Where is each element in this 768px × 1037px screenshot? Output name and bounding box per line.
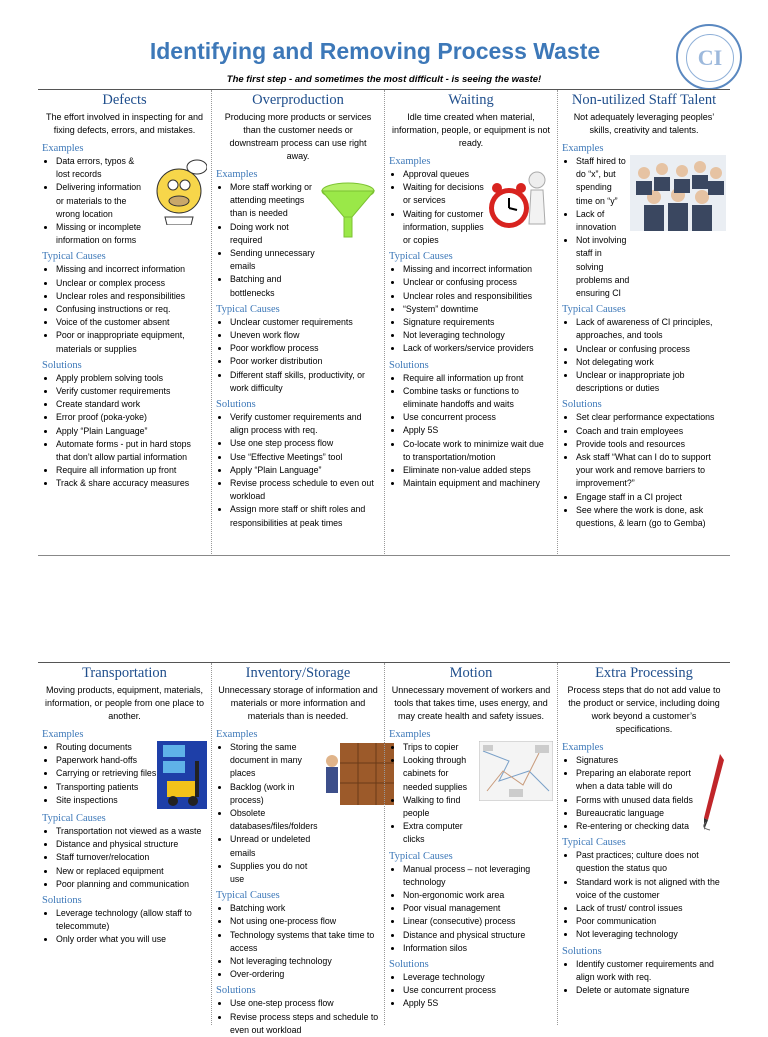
cause-item: • Linear (consecutive) process xyxy=(403,915,553,928)
example-item: • Storing the same document in many places xyxy=(230,741,318,781)
waste-description: Process steps that do not add value to the product or service, including doing work beyond a customer’s specifications. xyxy=(567,685,721,734)
cause-item: • Distance and physical structure xyxy=(56,838,207,851)
waste-heading: Extra Processing xyxy=(595,665,693,681)
solution-item: • Combine tasks or functions to eliminate handoffs and waits xyxy=(403,385,553,411)
typical-causes-label: Typical Causes xyxy=(42,813,106,824)
waste-description: Unnecessary movement of workers and tools that takes time, uses energy, and may create health and safety issues. xyxy=(391,685,551,721)
example-item: • Batching and bottlenecks xyxy=(230,273,320,299)
cause-item: • Poor communication xyxy=(576,915,726,928)
waste-description: Idle time created when material, information, people, or equipment is not ready. xyxy=(391,112,551,148)
solution-list xyxy=(42,907,207,947)
solution-item: • Ask staff “What can I do to support your work and remove barriers to improvement?” xyxy=(576,451,726,491)
solution-item: • Apply problem solving tools xyxy=(56,372,207,385)
solution-item: • Engage staff in a CI project xyxy=(576,491,726,504)
solution-list xyxy=(216,997,380,1037)
example-list xyxy=(42,741,157,809)
solution-item: • Automate forms - put in hard stops that don’t allow partial information xyxy=(56,438,207,464)
illustration xyxy=(479,741,553,801)
example-item: • Paperwork hand-offs xyxy=(56,754,157,767)
solution-item: • Apply 5S xyxy=(403,424,553,437)
example-item: • Lack of innovation xyxy=(576,208,630,234)
cause-item: • Distance and physical structure xyxy=(403,929,553,942)
examples-block xyxy=(562,754,726,833)
example-item: • Delivering information or materials to the wrong location xyxy=(56,181,147,221)
bottom-waste-grid xyxy=(38,662,730,1035)
solution-item: • Verify customer requirements xyxy=(56,385,207,398)
example-item: • Waiting for decisions or services xyxy=(403,181,485,207)
typical-causes-label: Typical Causes xyxy=(216,303,280,315)
page-title: Identifying and Removing Process Waste xyxy=(149,38,601,64)
cause-item: • Unclear or inappropriate job descriptions or duties xyxy=(576,369,726,395)
waste-column-inventory-storage xyxy=(211,663,384,1035)
cause-item: • Batching work xyxy=(230,902,380,915)
examples-block xyxy=(389,741,553,847)
solution-item: • Eliminate non-value added steps xyxy=(403,464,553,477)
example-item: • Trips to copier xyxy=(403,741,479,754)
cause-item: • Unclear or confusing process xyxy=(576,343,726,356)
solution-item: • Track & share accuracy measures xyxy=(56,477,207,490)
solution-item: • Identify customer requirements and align work with req. xyxy=(576,958,726,984)
cause-item: • Poor or inappropriate equipment, materials or supplies xyxy=(56,329,207,355)
cause-list xyxy=(216,316,380,395)
example-item: • Walking to find people xyxy=(403,794,479,820)
illustration xyxy=(630,155,726,231)
example-item: • Unread or undeleted emails xyxy=(230,833,318,859)
solution-item: • Assign more staff or shift roles and responsibilities at peak times xyxy=(230,503,380,529)
example-item: • Staff hired to do “x”, but spending time on “y” xyxy=(576,155,630,208)
waste-column-non-utilized-staff-talent xyxy=(557,90,730,556)
waste-column-waiting xyxy=(384,90,557,556)
cause-item: • Unclear roles and responsibilities xyxy=(403,290,553,303)
example-list xyxy=(562,754,698,833)
cause-item: • Unclear or complex process xyxy=(56,277,207,290)
example-item: • Data errors, typos & lost records xyxy=(56,155,147,181)
example-item: • Preparing an elaborate report when a data table will do xyxy=(576,767,698,793)
example-item: • Sending unnecessary emails xyxy=(230,247,320,273)
typical-causes-label: Typical Causes xyxy=(562,304,626,316)
examples-label: Examples xyxy=(562,742,604,753)
cause-item: • Poor workflow process xyxy=(230,342,380,355)
waste-heading: Motion xyxy=(449,665,493,681)
waste-column-transportation xyxy=(38,663,211,1025)
cause-item: • Poor visual management xyxy=(403,902,553,915)
example-item: • Bureaucratic language xyxy=(576,807,698,820)
example-list xyxy=(389,741,479,847)
solutions-label: Solutions xyxy=(389,359,429,371)
cause-item: • “System” downtime xyxy=(403,303,553,316)
illustration xyxy=(485,168,553,240)
solution-item: • Use one-step process flow xyxy=(230,997,380,1010)
example-list xyxy=(216,181,320,300)
solution-item: • Verify customer requirements and align process with req. xyxy=(230,411,380,437)
cause-item: • Unclear or confusing process xyxy=(403,276,553,289)
solution-item: • Coach and train employees xyxy=(576,425,726,438)
example-item: • Approval queues xyxy=(403,168,485,181)
solution-item: • Use concurrent process xyxy=(403,984,553,997)
solution-item: • See where the work is done, ask questions, & learn (go to Gemba) xyxy=(576,504,726,530)
example-item: • Re-entering or checking data xyxy=(576,820,698,833)
examples-block xyxy=(389,168,553,247)
cause-item: • Standard work is not aligned with the voice of the customer xyxy=(576,876,726,902)
example-item: • Looking through cabinets for needed supplies xyxy=(403,754,479,794)
cause-item: • Missing and incorrect information xyxy=(403,263,553,276)
solution-list xyxy=(562,411,726,530)
cause-item: • Information silos xyxy=(403,942,553,955)
solution-item: • Apply “Plain Language” xyxy=(230,464,380,477)
examples-label: Examples xyxy=(216,729,258,740)
waste-column-defects xyxy=(38,90,211,556)
example-item: • Supplies you do not use xyxy=(230,860,318,886)
example-item: • Carrying or retrieving files xyxy=(56,767,157,780)
solution-list xyxy=(42,372,207,491)
example-item: • Doing work not required xyxy=(230,221,320,247)
cause-list xyxy=(389,863,553,955)
solution-item: • Require all information up front xyxy=(403,372,553,385)
examples-label: Examples xyxy=(562,143,604,154)
illustration xyxy=(698,754,726,832)
cause-list xyxy=(42,825,207,891)
example-item: • More staff working or attending meetings than is needed xyxy=(230,181,320,221)
cause-item: • Not leveraging technology xyxy=(576,928,726,941)
typical-causes-label: Typical Causes xyxy=(562,837,626,849)
solutions-label: Solutions xyxy=(389,959,429,971)
solution-item: • Revise process schedule to even out workload xyxy=(230,477,380,503)
examples-label: Examples xyxy=(42,729,84,740)
example-item: • Backlog (work in process) xyxy=(230,781,318,807)
example-item: • Missing or incomplete information on forms xyxy=(56,221,147,247)
cause-item: • Signature requirements xyxy=(403,316,553,329)
solutions-label: Solutions xyxy=(216,399,256,411)
page-subtitle: The first step - and sometimes the most difficult - is seeing the waste! xyxy=(226,74,542,85)
solution-item: • Use concurrent process xyxy=(403,411,553,424)
example-item: • Obsolete databases/files/folders xyxy=(230,807,318,833)
waste-heading: Overproduction xyxy=(252,92,344,108)
solution-item: • Use “Effective Meetings” tool xyxy=(230,451,380,464)
solution-item: • Leverage technology xyxy=(403,971,553,984)
waste-column-overproduction xyxy=(211,90,384,556)
cause-item: • Not leveraging technology xyxy=(403,329,553,342)
waste-heading: Non-utilized Staff Talent xyxy=(571,92,717,108)
cause-item: • Poor planning and communication xyxy=(56,878,207,891)
example-item: • Routing documents xyxy=(56,741,157,754)
cause-item: • Lack of awareness of CI principles, approaches, and tools xyxy=(576,316,726,342)
waste-heading: Transportation xyxy=(82,665,167,681)
top-waste-grid xyxy=(38,89,730,556)
illustration xyxy=(157,741,207,809)
example-item: • Transporting patients xyxy=(56,781,157,794)
cause-item: • Unclear roles and responsibilities xyxy=(56,290,207,303)
waste-description: Moving products, equipment, materials, information, or people from one place to another. xyxy=(44,685,205,721)
waste-heading: Defects xyxy=(102,92,147,108)
cause-item: • New or replaced equipment xyxy=(56,865,207,878)
typical-causes-label: Typical Causes xyxy=(42,251,106,263)
solution-item: • Error proof (poka-yoke) xyxy=(56,411,207,424)
solutions-label: Solutions xyxy=(42,359,82,371)
solution-list xyxy=(216,411,380,530)
illustration xyxy=(320,181,380,241)
solution-item: • Create standard work xyxy=(56,398,207,411)
cause-item: • Lack of workers/service providers xyxy=(403,342,553,355)
cause-item: • Not delegating work xyxy=(576,356,726,369)
cause-item: • Poor worker distribution xyxy=(230,355,380,368)
examples-label: Examples xyxy=(389,729,431,740)
cause-item: • Over-ordering xyxy=(230,968,380,981)
typical-causes-label: Typical Causes xyxy=(389,850,453,862)
solution-list xyxy=(562,958,726,998)
cause-item: • Non-ergonomic work area xyxy=(403,889,553,902)
cause-item: • Transportation not viewed as a waste xyxy=(56,825,207,838)
examples-label: Examples xyxy=(42,143,84,154)
example-item: • Not involving staff in solving problems and ensuring CI xyxy=(576,234,630,300)
solution-item: • Use one step process flow xyxy=(230,437,380,450)
cause-item: • Unclear customer requirements xyxy=(230,316,380,329)
waste-description: The effort involved in inspecting for and fixing defects, errors, and mistakes. xyxy=(46,112,203,135)
example-item: • Site inspections xyxy=(56,794,157,807)
example-item: • Signatures xyxy=(576,754,698,767)
cause-item: • Staff turnover/relocation xyxy=(56,851,207,864)
example-item: • Waiting for customer information, supplies or copies xyxy=(403,208,485,248)
solution-item: • Leverage technology (allow staff to telecommute) xyxy=(56,907,207,933)
examples-block xyxy=(42,741,207,809)
waste-description: Producing more products or services than the customer needs or downstream process can use right away. xyxy=(224,112,372,161)
solution-item: • Provide tools and resources xyxy=(576,438,726,451)
waste-column-extra-processing xyxy=(557,663,730,1025)
example-list xyxy=(216,741,318,886)
cause-item: • Uneven work flow xyxy=(230,329,380,342)
solutions-label: Solutions xyxy=(562,945,602,957)
cause-item: • Different staff skills, productivity, or work difficulty xyxy=(230,369,380,395)
examples-block xyxy=(216,181,380,300)
cause-item: • Lack of trust/ control issues xyxy=(576,902,726,915)
solution-item: • Delete or automate signature xyxy=(576,984,726,997)
cause-list xyxy=(216,902,380,981)
ci-logo-mark: CI xyxy=(686,34,734,82)
example-item: • Forms with unused data fields xyxy=(576,794,698,807)
example-list xyxy=(389,168,485,247)
waste-heading: Waiting xyxy=(448,92,494,108)
cause-item: • Not leveraging technology xyxy=(230,955,380,968)
solution-item: • Apply “Plain Language” xyxy=(56,425,207,438)
illustration xyxy=(147,155,207,225)
solution-item: • Maintain equipment and machinery xyxy=(403,477,553,490)
cause-item: • Past practices; culture does not question the status quo xyxy=(576,849,726,875)
waste-description: Unnecessary storage of information and materials or more information and materials than is needed. xyxy=(218,685,378,721)
cause-list xyxy=(562,849,726,941)
solution-list xyxy=(389,971,553,1011)
cause-item: • Confusing instructions or req. xyxy=(56,303,207,316)
waste-description: Not adequately leveraging peoples’ skills, creativity and talents. xyxy=(573,112,715,135)
solutions-label: Solutions xyxy=(562,399,602,411)
examples-label: Examples xyxy=(216,169,258,180)
waste-heading: Inventory/Storage xyxy=(245,665,351,681)
grid-bottom-border xyxy=(38,555,730,556)
solution-item: • Co-locate work to minimize wait due to transportation/motion xyxy=(403,438,553,464)
cause-item: • Not using one-process flow xyxy=(230,915,380,928)
cause-item: • Manual process – not leveraging technology xyxy=(403,863,553,889)
examples-label: Examples xyxy=(389,156,431,167)
solution-item: • Revise process steps and schedule to even out workload xyxy=(230,1011,380,1037)
cause-item: • Technology systems that take time to access xyxy=(230,929,380,955)
examples-block xyxy=(562,155,726,300)
solution-item: • Apply 5S xyxy=(403,997,553,1010)
solution-item: • Require all information up front xyxy=(56,464,207,477)
examples-block xyxy=(42,155,207,247)
example-list xyxy=(42,155,147,247)
solutions-label: Solutions xyxy=(42,895,82,907)
solutions-label: Solutions xyxy=(216,985,256,997)
cause-list xyxy=(389,263,553,355)
example-list xyxy=(562,155,630,300)
cause-list xyxy=(562,316,726,395)
waste-column-motion xyxy=(384,663,557,1025)
examples-block xyxy=(216,741,380,886)
solution-list xyxy=(389,372,553,491)
cause-list xyxy=(42,263,207,355)
solution-item: • Set clear performance expectations xyxy=(576,411,726,424)
typical-causes-label: Typical Causes xyxy=(216,890,280,902)
example-item: • Extra computer clicks xyxy=(403,820,479,846)
solution-item: • Only order what you will use xyxy=(56,933,207,946)
cause-item: • Voice of the customer absent xyxy=(56,316,207,329)
typical-causes-label: Typical Causes xyxy=(389,251,453,263)
cause-item: • Missing and incorrect information xyxy=(56,263,207,276)
